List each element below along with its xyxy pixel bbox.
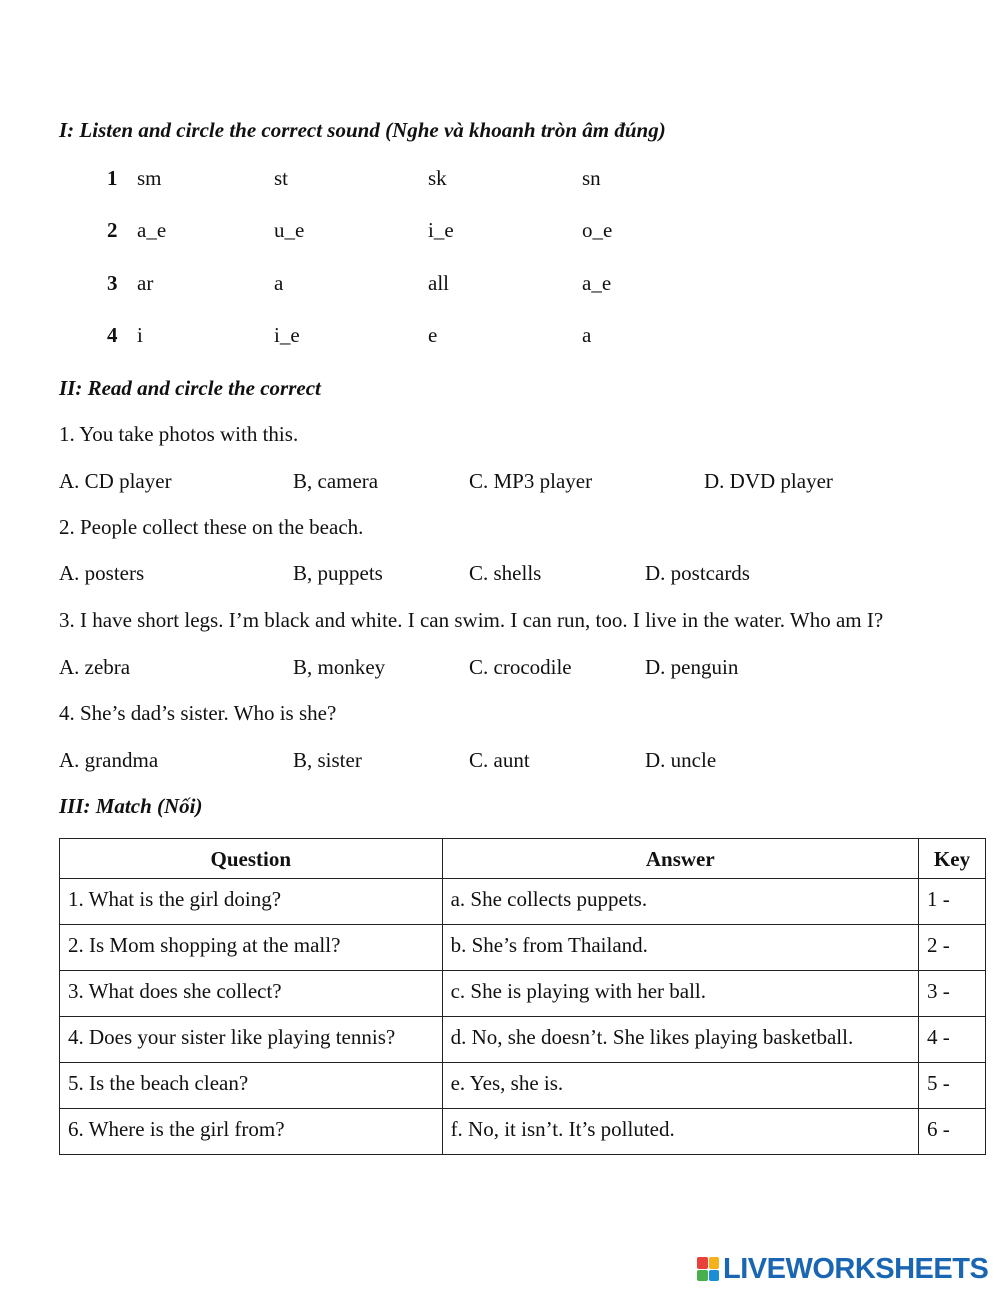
sound-option[interactable]: sk — [428, 166, 447, 190]
sound-option[interactable]: ar — [137, 271, 154, 295]
key-cell[interactable]: 2 - — [919, 925, 986, 971]
logo-text: LIVEWORKSHEETS — [723, 1252, 989, 1285]
answer-option-b[interactable]: B, camera — [293, 469, 379, 493]
answer-option-d[interactable]: D. postcards — [645, 561, 750, 585]
answer-cell: a. She collects puppets. — [442, 879, 918, 925]
table-row — [60, 1017, 986, 1063]
answer-option-c[interactable]: C. crocodile — [469, 655, 572, 679]
sound-option[interactable]: i — [137, 323, 143, 347]
sound-row-number: 1 — [107, 166, 118, 190]
sound-option[interactable]: sn — [582, 166, 601, 190]
answer-cell: f. No, it isn’t. It’s polluted. — [442, 1109, 918, 1155]
key-cell[interactable]: 5 - — [919, 1063, 986, 1109]
sound-option[interactable]: u_e — [274, 218, 305, 242]
liveworksheets-logo-icon — [697, 1257, 719, 1281]
sound-option[interactable]: st — [274, 166, 289, 190]
answer-option-a[interactable]: A. zebra — [59, 655, 131, 679]
sound-option[interactable]: i_e — [274, 323, 300, 347]
column-header-question: Question — [60, 839, 443, 879]
question-cell: 3. What does she collect? — [60, 971, 443, 1017]
answer-option-b[interactable]: B, sister — [293, 748, 362, 772]
question-3-text: 3. I have short legs. I’m black and white. I can swim. I can run, too. I live in the water. Who am I? — [59, 608, 884, 632]
question-cell: 5. Is the beach clean? — [60, 1063, 443, 1109]
sound-option[interactable]: a_e — [137, 218, 167, 242]
key-cell[interactable]: 1 - — [919, 879, 986, 925]
section-1-heading: I: Listen and circle the correct sound (Nghe và khoanh tròn âm đúng) — [59, 118, 666, 142]
sound-option[interactable]: e — [428, 323, 438, 347]
table-row — [60, 879, 986, 925]
answer-option-a[interactable]: A. CD player — [59, 469, 172, 493]
answer-option-c[interactable]: C. shells — [469, 561, 542, 585]
sound-row-number: 2 — [107, 218, 118, 242]
key-cell[interactable]: 3 - — [919, 971, 986, 1017]
sound-option[interactable]: a_e — [582, 271, 612, 295]
sound-row-number: 3 — [107, 271, 118, 295]
answer-option-d[interactable]: D. penguin — [645, 655, 739, 679]
section-2-heading: II: Read and circle the correct — [59, 376, 321, 400]
sound-option[interactable]: all — [428, 271, 449, 295]
sound-option[interactable]: i_e — [428, 218, 454, 242]
answer-cell: c. She is playing with her ball. — [442, 971, 918, 1017]
answer-cell: e. Yes, she is. — [442, 1063, 918, 1109]
answer-option-b[interactable]: B, puppets — [293, 561, 383, 585]
answer-option-d[interactable]: D. DVD player — [704, 469, 833, 493]
table-row — [60, 1063, 986, 1109]
key-cell[interactable]: 4 - — [919, 1017, 986, 1063]
sound-option[interactable]: o_e — [582, 218, 613, 242]
column-header-answer: Answer — [442, 839, 918, 879]
column-header-key: Key — [919, 839, 986, 879]
section-3-heading: III: Match (Nối) — [59, 794, 203, 818]
table-header-row — [60, 839, 986, 879]
question-cell: 2. Is Mom shopping at the mall? — [60, 925, 443, 971]
answer-cell: d. No, she doesn’t. She likes playing basketball. — [442, 1017, 918, 1063]
answer-option-c[interactable]: C. aunt — [469, 748, 530, 772]
sound-option[interactable]: a — [582, 323, 592, 347]
sound-option[interactable]: a — [274, 271, 284, 295]
match-table — [59, 838, 986, 1155]
key-cell[interactable]: 6 - — [919, 1109, 986, 1155]
answer-option-a[interactable]: A. grandma — [59, 748, 159, 772]
answer-cell: b. She’s from Thailand. — [442, 925, 918, 971]
question-4-text: 4. She’s dad’s sister. Who is she? — [59, 701, 337, 725]
question-2-text: 2. People collect these on the beach. — [59, 515, 364, 539]
question-cell: 4. Does your sister like playing tennis? — [60, 1017, 443, 1063]
answer-option-d[interactable]: D. uncle — [645, 748, 717, 772]
answer-option-a[interactable]: A. posters — [59, 561, 145, 585]
liveworksheets-logo — [697, 1252, 989, 1285]
question-1-text: 1. You take photos with this. — [59, 422, 299, 446]
sound-row-number: 4 — [107, 323, 118, 347]
table-row — [60, 1109, 986, 1155]
answer-option-b[interactable]: B, monkey — [293, 655, 386, 679]
table-row — [60, 971, 986, 1017]
answer-option-c[interactable]: C. MP3 player — [469, 469, 593, 493]
question-cell: 1. What is the girl doing? — [60, 879, 443, 925]
question-cell: 6. Where is the girl from? — [60, 1109, 443, 1155]
sound-option[interactable]: sm — [137, 166, 162, 190]
table-row — [60, 925, 986, 971]
